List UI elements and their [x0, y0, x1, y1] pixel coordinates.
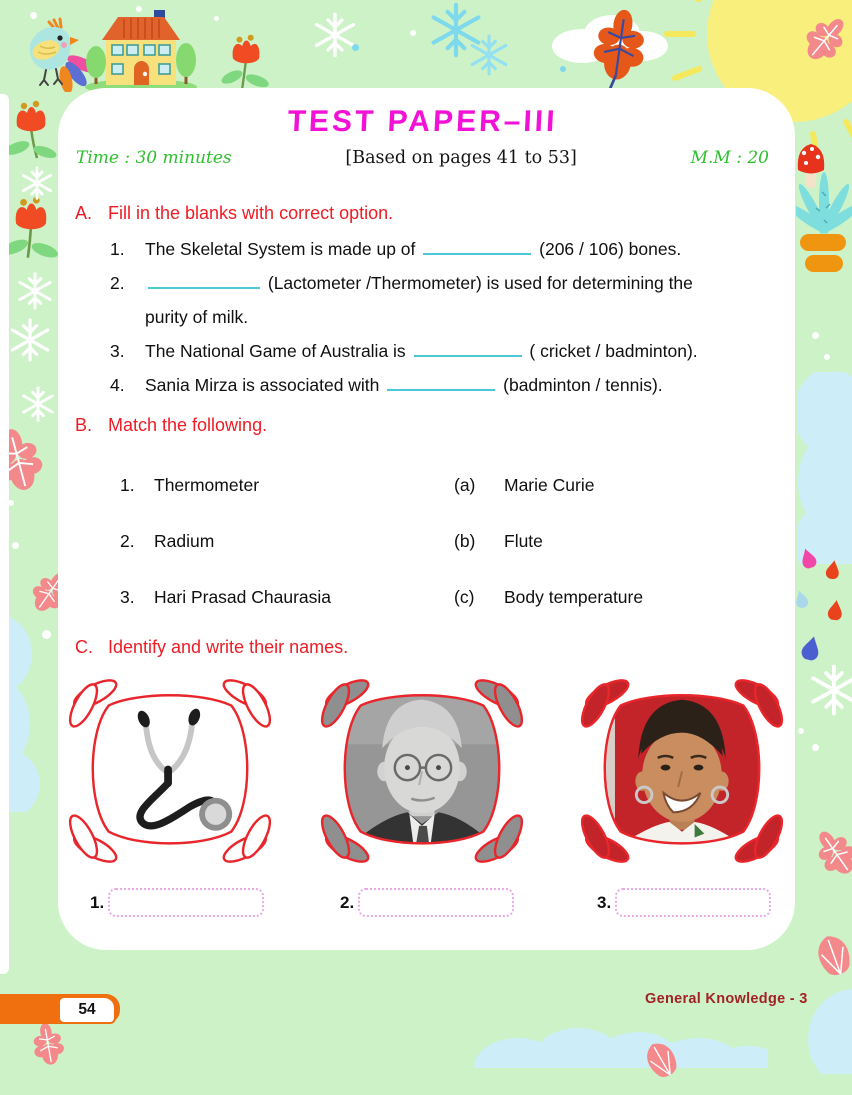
snowflake-icon	[428, 2, 484, 63]
section-c-label: C.	[75, 637, 93, 657]
match-right-letter: (c)	[454, 587, 475, 607]
question-number: 2.	[110, 273, 125, 293]
question-options: ( cricket / badminton).	[524, 341, 698, 361]
potted-plant-icon	[796, 168, 852, 309]
snowflake-icon	[312, 12, 358, 63]
dot-decoration	[812, 332, 819, 339]
fill-blank-a4[interactable]	[387, 375, 495, 391]
match-row-3	[68, 584, 777, 610]
tulip-icon	[2, 100, 60, 167]
section-c-title: Identify and write their names.	[108, 637, 349, 657]
match-left-number: 2.	[120, 531, 135, 551]
section-c-heading	[68, 634, 777, 660]
tulip-icon	[0, 196, 62, 267]
answer-box-2[interactable]	[358, 888, 514, 917]
raindrop-icon	[799, 634, 823, 666]
snowflake-icon	[20, 386, 56, 427]
fill-blank-a1[interactable]	[423, 239, 531, 255]
section-a-label: A.	[75, 203, 93, 223]
match-row-1	[68, 472, 777, 498]
left-margin-strip	[0, 94, 9, 974]
raindrop-icon	[824, 559, 841, 585]
dot-decoration	[214, 16, 219, 21]
based-on-pages: [Based on pages 41 to 53]	[345, 148, 577, 168]
answer-number: 2.	[340, 892, 355, 912]
answer-number: 3.	[597, 892, 612, 912]
cloud-shape	[468, 1016, 768, 1073]
question-text: The National Game of Australia is	[145, 341, 411, 361]
match-left-number: 3.	[120, 587, 135, 607]
section-b-title: Match the following.	[108, 415, 268, 435]
match-right-item[interactable]: Marie Curie	[504, 475, 595, 495]
john-logie-baird-portrait	[320, 676, 524, 865]
answer-group-2	[340, 888, 514, 917]
mushroom-icon	[796, 140, 826, 197]
figure-stethoscope	[68, 676, 272, 866]
section-a-title: Fill in the blanks with correct option.	[108, 203, 394, 223]
snowflake-icon	[468, 34, 510, 81]
answer-box-3[interactable]	[615, 888, 771, 917]
dot-decoration	[42, 630, 51, 639]
match-left-item[interactable]: Radium	[154, 531, 215, 551]
time-allocation: Time : 30 minutes	[76, 148, 232, 168]
pink-leaf-icon	[804, 820, 852, 896]
snowflake-icon	[20, 166, 54, 205]
answer-group-1	[90, 888, 264, 917]
raindrop-icon	[798, 546, 819, 574]
snowflake-icon	[8, 318, 52, 367]
match-right-letter: (a)	[454, 475, 476, 495]
pink-leaf-icon	[631, 1030, 695, 1095]
question-text: The Skeletal System is made up of	[145, 239, 421, 259]
house-illustration	[82, 8, 200, 97]
question-number: 1.	[110, 239, 125, 259]
cloud-shape	[806, 984, 852, 1079]
dot-decoration	[352, 44, 359, 51]
section-b-label: B.	[75, 415, 93, 435]
dot-decoration	[812, 744, 819, 751]
page-title: TEST PAPER–III	[286, 105, 559, 138]
snowflake-icon	[16, 272, 54, 315]
question-number: 4.	[110, 375, 125, 395]
pink-leaf-icon	[806, 925, 852, 993]
test-paper-panel	[58, 88, 795, 950]
figure-john-logie-baird	[320, 676, 524, 866]
answer-box-1[interactable]	[108, 888, 264, 917]
max-marks: M.M : 20	[690, 148, 769, 168]
match-right-item[interactable]: Flute	[504, 531, 543, 551]
stethoscope-image	[68, 676, 272, 865]
question-options: (badminton / tennis).	[498, 375, 663, 395]
pink-leaf-icon	[22, 1018, 77, 1080]
dot-decoration	[798, 728, 804, 734]
question-a2	[68, 266, 777, 334]
series-title: General Knowledge - 3	[645, 991, 808, 1007]
dot-decoration	[136, 6, 142, 12]
match-right-letter: (b)	[454, 531, 476, 551]
question-a1	[68, 232, 777, 266]
dot-decoration	[824, 354, 830, 360]
page-number: 54	[78, 1001, 96, 1018]
question-text: (Lactometer /Thermometer) is used for determining the	[263, 273, 693, 293]
dot-decoration	[410, 30, 416, 36]
raindrop-icon	[826, 599, 843, 626]
cloud-shape	[542, 8, 674, 71]
question-a4	[68, 368, 777, 402]
answer-row	[68, 888, 777, 928]
match-left-number: 1.	[120, 475, 135, 495]
question-text: Sania Mirza is associated with	[145, 375, 385, 395]
answer-group-3	[597, 888, 771, 917]
raindrop-icon	[793, 589, 811, 614]
bird-illustration	[8, 14, 104, 97]
dot-decoration	[30, 12, 37, 19]
match-left-item[interactable]: Hari Prasad Chaurasia	[154, 587, 332, 607]
paper-meta	[68, 148, 777, 174]
dot-decoration	[12, 542, 19, 549]
dot-decoration	[560, 66, 566, 72]
pink-leaf-icon	[785, 5, 852, 82]
question-options: (206 / 106) bones.	[534, 239, 682, 259]
fill-blank-a2[interactable]	[148, 273, 260, 289]
question-text-line2: purity of milk.	[145, 307, 249, 327]
snowflake-icon	[808, 664, 852, 721]
fill-blank-a3[interactable]	[414, 341, 522, 357]
autumn-leaf-icon	[586, 5, 652, 101]
question-a3	[68, 334, 777, 368]
identify-figures	[68, 676, 777, 866]
section-a-heading	[68, 200, 777, 226]
figure-mary-kom	[580, 676, 784, 866]
match-row-2	[68, 528, 777, 554]
page-number-badge	[58, 996, 116, 1024]
match-right-item[interactable]: Body temperature	[504, 587, 644, 607]
mary-kom-portrait	[580, 676, 784, 865]
match-left-item[interactable]: Thermometer	[154, 475, 260, 495]
section-b-heading	[68, 412, 777, 438]
answer-number: 1.	[90, 892, 105, 912]
cloud-shape	[798, 372, 852, 569]
question-number: 3.	[110, 341, 125, 361]
